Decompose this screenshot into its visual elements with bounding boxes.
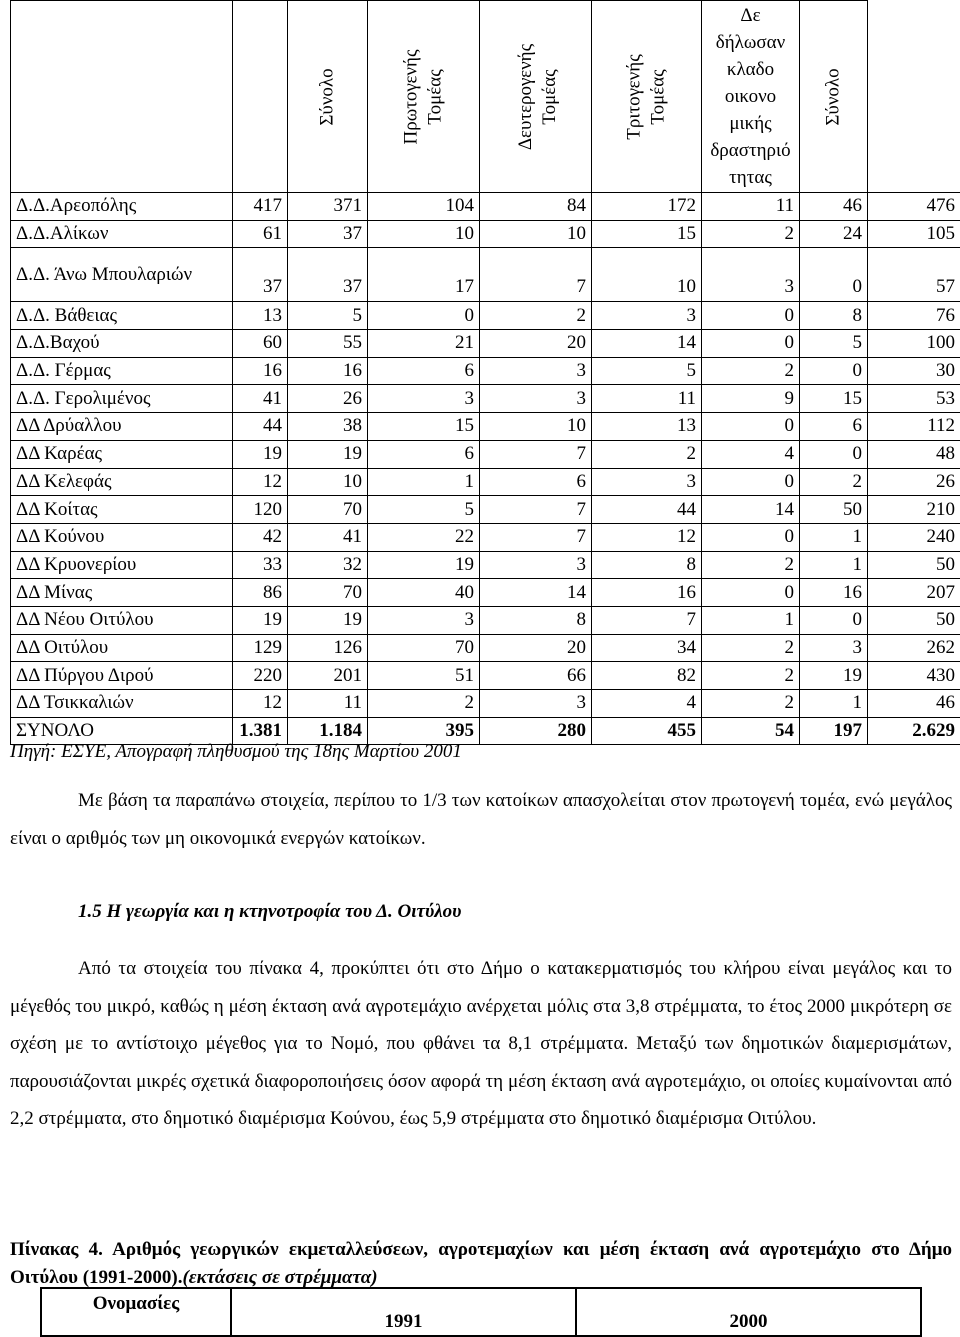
value-cell: 50 bbox=[868, 551, 960, 579]
paragraph-agriculture bbox=[10, 950, 952, 1138]
value-cell: 3 bbox=[592, 468, 702, 496]
value-cell: 40 bbox=[368, 579, 480, 607]
value-cell: 37 bbox=[288, 220, 368, 248]
header-label-line: μικής bbox=[707, 110, 794, 137]
value-cell: 10 bbox=[592, 248, 702, 302]
header-empty-cell bbox=[233, 1, 288, 193]
value-cell: 3 bbox=[368, 385, 480, 413]
value-cell: 7 bbox=[480, 523, 592, 551]
value-cell: 13 bbox=[233, 302, 288, 330]
header-label bbox=[707, 2, 794, 191]
value-cell: 60 bbox=[233, 330, 288, 358]
district-name: Δ.Δ. Βάθειας bbox=[11, 302, 233, 330]
header-label-line: Σύνολο bbox=[316, 68, 340, 125]
value-cell: 3 bbox=[702, 248, 800, 302]
header-cell bbox=[702, 1, 800, 193]
value-cell: 16 bbox=[288, 357, 368, 385]
value-cell: 3 bbox=[592, 302, 702, 330]
value-cell: 120 bbox=[233, 496, 288, 524]
value-cell: 0 bbox=[702, 579, 800, 607]
value-cell: 0 bbox=[800, 440, 868, 468]
value-cell: 46 bbox=[800, 193, 868, 221]
value-cell: 53 bbox=[868, 385, 960, 413]
table4-caption bbox=[10, 1236, 952, 1292]
value-cell: 19 bbox=[233, 606, 288, 634]
value-cell: 7 bbox=[480, 496, 592, 524]
value-cell: 2 bbox=[702, 220, 800, 248]
value-cell: 0 bbox=[702, 413, 800, 441]
value-cell: 44 bbox=[592, 496, 702, 524]
value-cell: 19 bbox=[368, 551, 480, 579]
header-cell bbox=[800, 1, 868, 193]
table-row bbox=[11, 357, 960, 385]
value-cell: 3 bbox=[480, 357, 592, 385]
value-cell: 7 bbox=[592, 606, 702, 634]
value-cell: 15 bbox=[592, 220, 702, 248]
value-cell: 3 bbox=[480, 551, 592, 579]
value-cell: 3 bbox=[800, 634, 868, 662]
district-name: Δ.Δ. Γερολιμένος bbox=[11, 385, 233, 413]
value-cell: 41 bbox=[288, 523, 368, 551]
table-row bbox=[11, 302, 960, 330]
table-row bbox=[11, 248, 960, 302]
value-cell: 6 bbox=[480, 468, 592, 496]
value-cell: 26 bbox=[288, 385, 368, 413]
header-label bbox=[822, 68, 846, 125]
value-cell: 38 bbox=[288, 413, 368, 441]
value-cell: 2 bbox=[702, 357, 800, 385]
header-label bbox=[623, 54, 671, 139]
header-label-line: δραστηριό bbox=[707, 137, 794, 164]
table-row bbox=[11, 413, 960, 441]
value-cell: 2 bbox=[702, 634, 800, 662]
value-cell: 476 bbox=[868, 193, 960, 221]
value-cell: 12 bbox=[592, 523, 702, 551]
value-cell: 1 bbox=[800, 523, 868, 551]
value-cell: 66 bbox=[480, 662, 592, 690]
header-cell bbox=[592, 1, 702, 193]
value-cell: 1.184 bbox=[288, 717, 368, 745]
value-cell: 37 bbox=[288, 248, 368, 302]
district-name: Δ.Δ. Γέρμας bbox=[11, 357, 233, 385]
header-label-line: Σύνολο bbox=[822, 68, 846, 125]
value-cell: 55 bbox=[288, 330, 368, 358]
value-cell: 112 bbox=[868, 413, 960, 441]
value-cell: 6 bbox=[800, 413, 868, 441]
value-cell: 371 bbox=[288, 193, 368, 221]
header-empty-cell bbox=[11, 1, 233, 193]
district-name: ΔΔ Νέου Οιτύλου bbox=[11, 606, 233, 634]
value-cell: 10 bbox=[368, 220, 480, 248]
table-header-row bbox=[11, 1, 960, 193]
table-row bbox=[11, 385, 960, 413]
table-source-note: Πηγή: ΕΣΥΕ, Απογραφή πληθυσμού της 18ης Μαρτίου 2001 bbox=[10, 741, 462, 763]
value-cell: 11 bbox=[702, 193, 800, 221]
table-row bbox=[11, 193, 960, 221]
value-cell: 16 bbox=[592, 579, 702, 607]
value-cell: 2 bbox=[592, 440, 702, 468]
value-cell: 42 bbox=[233, 523, 288, 551]
value-cell: 50 bbox=[800, 496, 868, 524]
value-cell: 7 bbox=[480, 440, 592, 468]
value-cell: 22 bbox=[368, 523, 480, 551]
header-label bbox=[514, 43, 562, 149]
district-name: Δ.Δ.Αρεοπόλης bbox=[11, 193, 233, 221]
value-cell: 4 bbox=[702, 440, 800, 468]
table-row bbox=[11, 662, 960, 690]
value-cell: 7 bbox=[480, 248, 592, 302]
value-cell: 11 bbox=[592, 385, 702, 413]
table-row bbox=[11, 634, 960, 662]
header-label-line: δήλωσαν bbox=[707, 29, 794, 56]
value-cell: 20 bbox=[480, 330, 592, 358]
district-name: ΔΔ Μίνας bbox=[11, 579, 233, 607]
value-cell: 6 bbox=[368, 357, 480, 385]
table4-header-2000: 2000 bbox=[576, 1288, 921, 1336]
header-label-line: Πρωτογενής bbox=[399, 49, 423, 144]
value-cell: 14 bbox=[480, 579, 592, 607]
table4-caption-text: Πίνακας 4. Αριθμός γεωργικών εκμεταλλεύσεων, αγροτεμαχίων και μέση έκταση ανά αγροτεμάχιο στο Δήμο Οιτύλου (1991-2000). bbox=[10, 1239, 952, 1288]
value-cell: 172 bbox=[592, 193, 702, 221]
value-cell: 2 bbox=[702, 690, 800, 718]
table-row bbox=[11, 690, 960, 718]
value-cell: 2 bbox=[480, 302, 592, 330]
value-cell: 2 bbox=[800, 468, 868, 496]
value-cell: 15 bbox=[368, 413, 480, 441]
table-row bbox=[11, 220, 960, 248]
value-cell: 0 bbox=[702, 302, 800, 330]
table-row bbox=[11, 330, 960, 358]
value-cell: 10 bbox=[480, 220, 592, 248]
district-name: Δ.Δ.Αλίκων bbox=[11, 220, 233, 248]
value-cell: 0 bbox=[702, 330, 800, 358]
value-cell: 1 bbox=[702, 606, 800, 634]
header-label-line: κλαδο bbox=[707, 56, 794, 83]
table-row bbox=[11, 606, 960, 634]
table4-caption-unit: (εκτάσεις σε στρέμματα) bbox=[182, 1267, 377, 1288]
header-label-line: Τομέας bbox=[538, 43, 562, 149]
value-cell: 13 bbox=[592, 413, 702, 441]
table-row bbox=[11, 468, 960, 496]
value-cell: 3 bbox=[368, 606, 480, 634]
paragraph-employment bbox=[10, 782, 952, 857]
value-cell: 0 bbox=[800, 248, 868, 302]
header-cell bbox=[480, 1, 592, 193]
value-cell: 8 bbox=[800, 302, 868, 330]
table4-header-1991: 1991 bbox=[231, 1288, 576, 1336]
value-cell: 33 bbox=[233, 551, 288, 579]
section-heading: 1.5 Η γεωργία και η κτηνοτροφία του Δ. Οιτύλου bbox=[78, 901, 462, 923]
value-cell: 19 bbox=[800, 662, 868, 690]
value-cell: 5 bbox=[288, 302, 368, 330]
value-cell: 395 bbox=[368, 717, 480, 745]
header-label-line: οικονο bbox=[707, 83, 794, 110]
value-cell: 57 bbox=[868, 248, 960, 302]
value-cell: 8 bbox=[480, 606, 592, 634]
value-cell: 4 bbox=[592, 690, 702, 718]
value-cell: 262 bbox=[868, 634, 960, 662]
value-cell: 32 bbox=[288, 551, 368, 579]
value-cell: 2.629 bbox=[868, 717, 960, 745]
header-label-line: Τριτογενής bbox=[623, 54, 647, 139]
district-name: ΔΔ Κρυονερίου bbox=[11, 551, 233, 579]
value-cell: 104 bbox=[368, 193, 480, 221]
table4-header-row bbox=[41, 1288, 921, 1336]
value-cell: 20 bbox=[480, 634, 592, 662]
value-cell: 14 bbox=[592, 330, 702, 358]
value-cell: 126 bbox=[288, 634, 368, 662]
value-cell: 16 bbox=[233, 357, 288, 385]
value-cell: 86 bbox=[233, 579, 288, 607]
value-cell: 3 bbox=[480, 385, 592, 413]
value-cell: 2 bbox=[368, 690, 480, 718]
value-cell: 21 bbox=[368, 330, 480, 358]
value-cell: 15 bbox=[800, 385, 868, 413]
value-cell: 82 bbox=[592, 662, 702, 690]
value-cell: 0 bbox=[702, 468, 800, 496]
value-cell: 19 bbox=[233, 440, 288, 468]
value-cell: 1 bbox=[800, 551, 868, 579]
header-cell bbox=[288, 1, 368, 193]
value-cell: 210 bbox=[868, 496, 960, 524]
value-cell: 11 bbox=[288, 690, 368, 718]
district-name: ΔΔ Οιτύλου bbox=[11, 634, 233, 662]
value-cell: 5 bbox=[800, 330, 868, 358]
value-cell: 61 bbox=[233, 220, 288, 248]
value-cell: 5 bbox=[368, 496, 480, 524]
value-cell: 129 bbox=[233, 634, 288, 662]
value-cell: 76 bbox=[868, 302, 960, 330]
table4 bbox=[40, 1287, 922, 1337]
district-name: ΣΥΝΟΛΟ bbox=[11, 717, 233, 745]
value-cell: 100 bbox=[868, 330, 960, 358]
header-label-line: Δευτερογενής bbox=[514, 43, 538, 149]
value-cell: 48 bbox=[868, 440, 960, 468]
header-cell bbox=[368, 1, 480, 193]
value-cell: 50 bbox=[868, 606, 960, 634]
value-cell: 0 bbox=[800, 606, 868, 634]
table-row bbox=[11, 523, 960, 551]
district-name: ΔΔ Πύργου Διρού bbox=[11, 662, 233, 690]
district-name: ΔΔ Κούνου bbox=[11, 523, 233, 551]
value-cell: 1.381 bbox=[233, 717, 288, 745]
value-cell: 220 bbox=[233, 662, 288, 690]
value-cell: 12 bbox=[233, 690, 288, 718]
value-cell: 280 bbox=[480, 717, 592, 745]
header-label-line: Τομέας bbox=[647, 54, 671, 139]
paragraph-text: Από τα στοιχεία του πίνακα 4, προκύπτει ότι στο Δήμο ο κατακερματισμός του κλήρου είναι μεγάλος και το μέγεθός του μικρό, καθώς η μέση έκταση ανά αγροτεμάχιο ανέρχεται μόλις στα 3,8 στρέμματα, το έτος 2000 μικρότερη σε σχέση με το αντίστοιχο μέγεθος για το Νομό, που φθάνει τα 8,1 στρέμματα. Μεταξύ των δημοτικών διαμερισμάτων, παρουσιάζονται μικρές σχετικά διαφοροποιήσεις όσον αφορά τη μέση έκταση ανά αγροτεμάχιο, οι οποίες κυμαίνονται από 2,2 στρέμματα, στο δημοτικό διαμέρισμα Κούνου, έως 5,9 στρέμματα στο δημοτικό διαμέρισμα Οιτύλου. bbox=[10, 950, 952, 1138]
value-cell: 70 bbox=[288, 579, 368, 607]
table-row bbox=[11, 551, 960, 579]
value-cell: 37 bbox=[233, 248, 288, 302]
header-label-line: Τομέας bbox=[423, 49, 447, 144]
employment-table bbox=[10, 0, 960, 745]
district-name: ΔΔ Καρέας bbox=[11, 440, 233, 468]
district-name: ΔΔ Τσικκαλιών bbox=[11, 690, 233, 718]
header-label bbox=[316, 68, 340, 125]
value-cell: 2 bbox=[702, 551, 800, 579]
district-name: Δ.Δ. Άνω Μπουλαριών bbox=[11, 248, 233, 302]
table4-header-names: Ονομασίες bbox=[41, 1288, 231, 1336]
value-cell: 19 bbox=[288, 606, 368, 634]
value-cell: 455 bbox=[592, 717, 702, 745]
value-cell: 0 bbox=[702, 523, 800, 551]
value-cell: 16 bbox=[800, 579, 868, 607]
value-cell: 34 bbox=[592, 634, 702, 662]
table-row bbox=[11, 440, 960, 468]
value-cell: 0 bbox=[368, 302, 480, 330]
value-cell: 19 bbox=[288, 440, 368, 468]
value-cell: 3 bbox=[480, 690, 592, 718]
value-cell: 10 bbox=[480, 413, 592, 441]
value-cell: 9 bbox=[702, 385, 800, 413]
value-cell: 44 bbox=[233, 413, 288, 441]
value-cell: 84 bbox=[480, 193, 592, 221]
value-cell: 70 bbox=[368, 634, 480, 662]
district-name: ΔΔ Κελεφάς bbox=[11, 468, 233, 496]
district-name: Δ.Δ.Βαχού bbox=[11, 330, 233, 358]
value-cell: 46 bbox=[868, 690, 960, 718]
value-cell: 240 bbox=[868, 523, 960, 551]
value-cell: 0 bbox=[800, 357, 868, 385]
district-name: ΔΔ Δρύαλλου bbox=[11, 413, 233, 441]
value-cell: 51 bbox=[368, 662, 480, 690]
value-cell: 197 bbox=[800, 717, 868, 745]
value-cell: 41 bbox=[233, 385, 288, 413]
value-cell: 26 bbox=[868, 468, 960, 496]
value-cell: 1 bbox=[368, 468, 480, 496]
value-cell: 17 bbox=[368, 248, 480, 302]
value-cell: 430 bbox=[868, 662, 960, 690]
value-cell: 70 bbox=[288, 496, 368, 524]
table-row bbox=[11, 496, 960, 524]
header-label bbox=[399, 49, 447, 144]
header-label-line: Δε bbox=[707, 2, 794, 29]
table-row bbox=[11, 579, 960, 607]
paragraph-text: Με βάση τα παραπάνω στοιχεία, περίπου το 1/3 των κατοίκων απασχολείται στον πρωτογενή τομέα, ενώ μεγάλος είναι ο αριθμός των μη οικονομικά ενεργών κατοίκων. bbox=[10, 782, 952, 857]
header-label-line: τητας bbox=[707, 164, 794, 191]
value-cell: 207 bbox=[868, 579, 960, 607]
value-cell: 201 bbox=[288, 662, 368, 690]
value-cell: 417 bbox=[233, 193, 288, 221]
value-cell: 30 bbox=[868, 357, 960, 385]
value-cell: 12 bbox=[233, 468, 288, 496]
value-cell: 8 bbox=[592, 551, 702, 579]
value-cell: 1 bbox=[800, 690, 868, 718]
value-cell: 2 bbox=[702, 662, 800, 690]
value-cell: 10 bbox=[288, 468, 368, 496]
value-cell: 6 bbox=[368, 440, 480, 468]
value-cell: 24 bbox=[800, 220, 868, 248]
value-cell: 5 bbox=[592, 357, 702, 385]
value-cell: 14 bbox=[702, 496, 800, 524]
value-cell: 54 bbox=[702, 717, 800, 745]
district-name: ΔΔ Κοίτας bbox=[11, 496, 233, 524]
value-cell: 105 bbox=[868, 220, 960, 248]
